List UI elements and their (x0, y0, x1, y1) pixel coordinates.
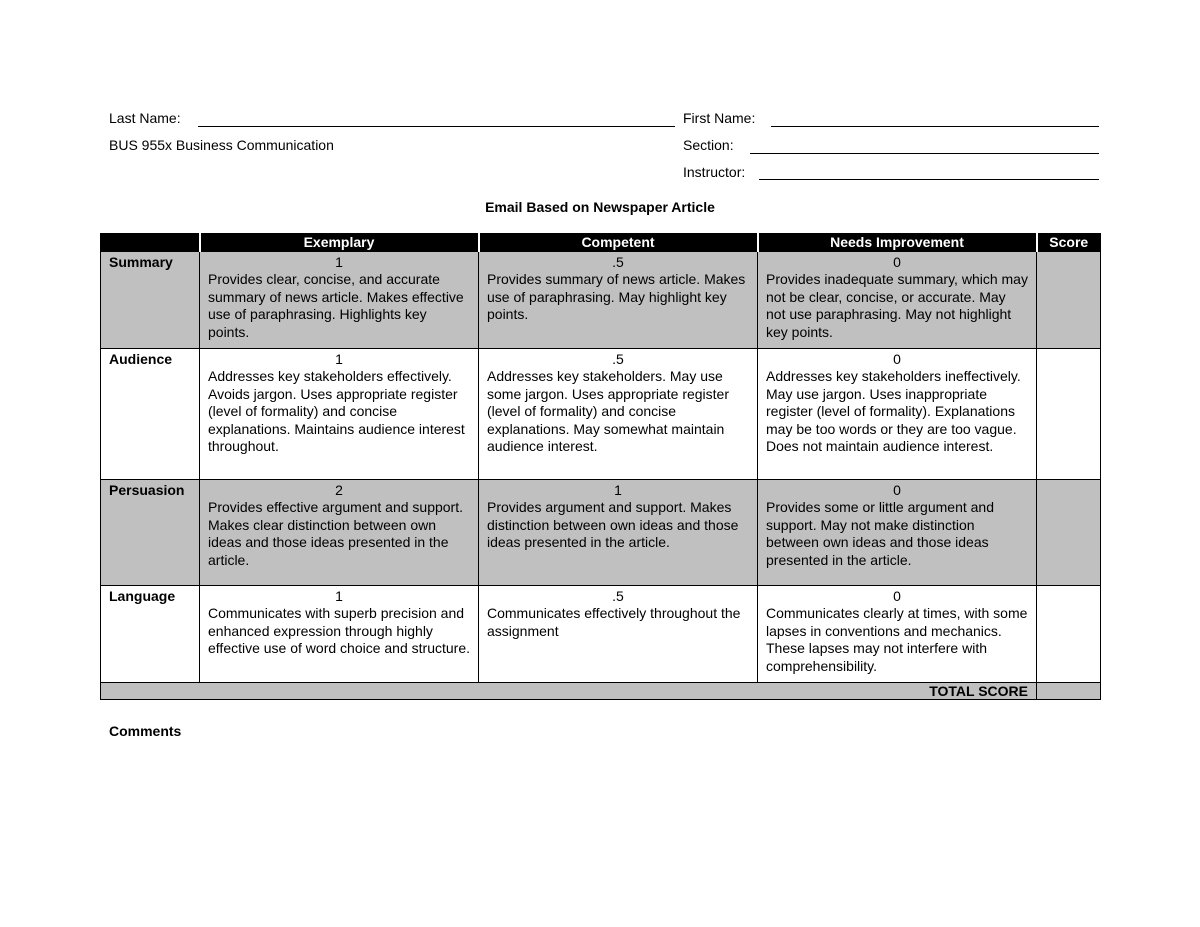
points: 0 (893, 254, 901, 270)
criterion-language: Language (101, 586, 200, 683)
points: 1 (335, 588, 343, 604)
description: Communicates with superb precision and enhanced expression through highly effective use of word choice and structure. (208, 605, 470, 657)
points: 2 (335, 482, 343, 498)
description: Provides argument and support. Makes distinction between own ideas and those ideas presented in the article. (487, 499, 739, 551)
description: Addresses key stakeholders ineffectively. May use jargon. Uses inappropriate register (level of formality). Explanations may be too words or they are too vague. Does not maintain audience interest. (766, 368, 1021, 455)
table-row (101, 480, 1101, 586)
rubric-table (100, 233, 1101, 700)
last-name-line[interactable] (198, 126, 675, 127)
criterion-summary: Summary (101, 252, 200, 349)
first-name-label: First Name: (683, 110, 756, 126)
last-name-label: Last Name: (109, 110, 181, 126)
rubric-title: Email Based on Newspaper Article (485, 199, 715, 215)
column-header-criterion (101, 234, 200, 252)
points: .5 (612, 351, 624, 367)
points: 0 (893, 482, 901, 498)
score-cell[interactable] (1037, 586, 1101, 683)
competent-cell (479, 586, 758, 683)
total-score-label: TOTAL SCORE (101, 683, 1037, 700)
comments-heading: Comments (109, 723, 182, 739)
points: 1 (614, 482, 622, 498)
description: Provides inadequate summary, which may not be clear, concise, or accurate. May not use paraphrasing. May not highlight key points. (766, 271, 1028, 340)
description: Communicates clearly at times, with some lapses in conventions and mechanics. These lapses may not interfere with comprehensibility. (766, 605, 1028, 674)
column-header-score: Score (1037, 234, 1101, 252)
points: 1 (335, 351, 343, 367)
description: Communicates effectively throughout the assignment (487, 605, 741, 639)
competent-cell (479, 252, 758, 349)
competent-cell (479, 480, 758, 586)
needs-improvement-cell (758, 252, 1037, 349)
exemplary-cell (200, 480, 479, 586)
column-header-needs-improvement: Needs Improvement (758, 234, 1037, 252)
description: Addresses key stakeholders effectively. Avoids jargon. Uses appropriate register (level of formality) and concise explanations. Maintains audience interest throughout. (208, 368, 465, 455)
points: .5 (612, 254, 624, 270)
column-header-exemplary: Exemplary (200, 234, 479, 252)
total-row (101, 683, 1101, 700)
exemplary-cell (200, 252, 479, 349)
table-row (101, 252, 1101, 349)
description: Provides clear, concise, and accurate summary of news article. Makes effective use of paraphrasing. Highlights key points. (208, 271, 464, 340)
criterion-audience: Audience (101, 349, 200, 480)
column-header-competent: Competent (479, 234, 758, 252)
description: Provides summary of news article. Makes use of paraphrasing. May highlight key points. (487, 271, 746, 323)
score-cell[interactable] (1037, 349, 1101, 480)
table-header-row (101, 234, 1101, 252)
first-name-line[interactable] (771, 126, 1099, 127)
points: 0 (893, 351, 901, 367)
score-cell[interactable] (1037, 480, 1101, 586)
needs-improvement-cell (758, 349, 1037, 480)
section-line[interactable] (750, 153, 1099, 154)
table-row (101, 586, 1101, 683)
description: Provides effective argument and support. Makes clear distinction between own ideas and those ideas presented in the article. (208, 499, 464, 568)
description: Provides some or little argument and support. May not make distinction between own ideas and those ideas presented in the article. (766, 499, 994, 568)
needs-improvement-cell (758, 586, 1037, 683)
table-row (101, 349, 1101, 480)
competent-cell (479, 349, 758, 480)
course-title: BUS 955x Business Communication (109, 137, 334, 153)
exemplary-cell (200, 586, 479, 683)
instructor-label: Instructor: (683, 164, 746, 180)
total-score-value[interactable] (1037, 683, 1101, 700)
points: .5 (612, 588, 624, 604)
criterion-persuasion: Persuasion (101, 480, 200, 586)
exemplary-cell (200, 349, 479, 480)
description: Addresses key stakeholders. May use some jargon. Uses appropriate register (level of formality) and concise explanations. May somewhat maintain audience interest. (487, 368, 730, 455)
needs-improvement-cell (758, 480, 1037, 586)
points: 1 (335, 254, 343, 270)
instructor-line[interactable] (759, 179, 1099, 180)
score-cell[interactable] (1037, 252, 1101, 349)
points: 0 (893, 588, 901, 604)
section-label: Section: (683, 137, 734, 153)
